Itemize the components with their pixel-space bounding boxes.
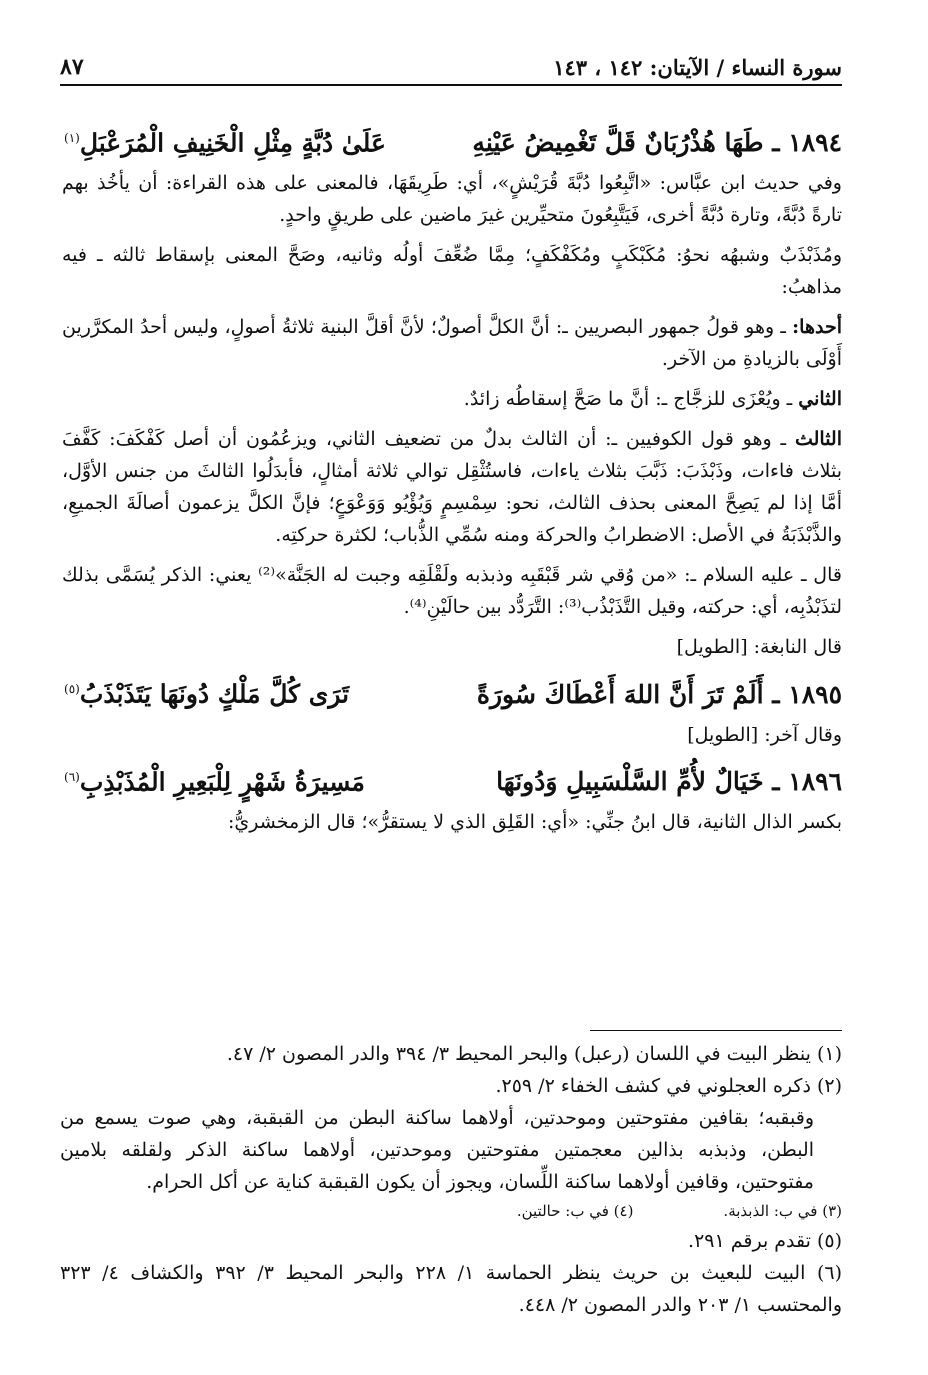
paragraph xyxy=(62,383,842,415)
paragraph-label: الثالث xyxy=(794,428,842,451)
footnote-row xyxy=(60,1198,842,1225)
verse-hemistich-second xyxy=(62,669,349,714)
footnote: (٥) تقدم برقم ٢٩١. xyxy=(688,1230,842,1252)
page-body xyxy=(62,112,842,846)
verse-1894 xyxy=(62,118,842,163)
paragraph-text: ـ وهو قول الكوفيين ـ: أن الثالث بدلٌ من تضعيف الثاني، ويزعُمُون أن أصل كَفْكَفَ: كَفَّفَ بثلاث فاءات، وذَبْذَبَ: ذَبَّبَ بثلاث ياءات، فاستُثْقِل توالي ثلاثة أمثالٍ، فأبدَلُوا الثالثَ من جنس الأوَّل، أمَّا إذا لم يَصِحَّ المعنى بحذف الثالث، نحو: سِمْسِمٍ وَيُؤْيُو وَوَعْوَعٍ؛ فإنَّ الكلَّ يزعمون أصالَةَ الجميعِ، والذَّبْذَبَةُ في الأصل: الاضطرابُ والحركة ومنه سُمِّي الذُّباب؛ لكثرة حركتِه. xyxy=(62,428,842,547)
verse-hemistich-first xyxy=(472,123,842,163)
meter-line: وقال آخر: [الطويل] xyxy=(687,723,842,746)
paragraph: بكسر الذال الثانية، قال ابنُ جنِّي: «أي: القَلِق الذي لا يستقرُّ»؛ قال الزمخشريُّ: xyxy=(227,810,842,833)
page-number: ٨٧ xyxy=(60,54,84,80)
verse-text: أَلَمْ تَرَ أَنَّ اللهَ أَعْطَاكَ سُورَةً xyxy=(476,679,764,709)
footnote-continuation: وقبقبه؛ بقافين مفتوحتين وموحدتين، أولاهما ساكنة البطن من القبقبة، وهي صوت يسمع من البطن، وذبذبه بذالين معجمتين مفتوحتين وموحدتين، أولاهما ساكنة الذكر ولقلقه بلامين مفتوحتين، وقافين أولاهما ساكنة اللِّسان، ويجوز أن يكون القبقبة كناية عن أكل الحرام. xyxy=(60,1107,814,1193)
paragraph-text: ـ ويُعْزَى للزجَّاج ـ: أنَّ ما صَحَّ إسقاطُه زائدٌ. xyxy=(463,388,799,411)
verse-hemistich-second xyxy=(62,757,365,802)
verse-number: ١٨٩٥ ـ xyxy=(772,679,842,709)
verse-hemistich-first xyxy=(477,675,842,715)
paragraph: ومُذَبْذَبٌ وشبهُه نحوُ: مُكَبْكَبٍ ومُكَفْكَفٍ؛ مِمَّا ضُعِّفَ أولُه وثانيه، وصَحَّ المعنى بإسقاط ثالثه ـ فيه مذاهبُ: xyxy=(62,244,842,299)
footnote-divider xyxy=(590,1030,842,1031)
verse-text: عَلَىٰ دُبَّةٍ مِثْلِ الْخَنِيفِ الْمُرَعْبَلِ xyxy=(79,128,386,158)
footnote: (٣) في ب: الذبذبة. xyxy=(723,1202,842,1220)
footnotes xyxy=(60,1038,842,1321)
running-title: سورة النساء / الآيتان: ١٤٢ ، ١٤٣ xyxy=(553,54,842,80)
verse-1895 xyxy=(62,669,842,714)
verse-number: ١٨٩٦ ـ xyxy=(772,766,842,796)
footnote: (١) ينظر البيت في اللسان (رعبل) والبحر المحيط ٣/ ٣٩٤ والدر المصون ٢/ ٤٧. xyxy=(226,1043,842,1065)
footnote: (٤) في ب: حالتين. xyxy=(516,1202,634,1220)
paragraph-label: الثاني xyxy=(798,388,842,411)
verse-hemistich-first xyxy=(496,762,842,802)
footnote-ref: (١) xyxy=(64,131,80,145)
page-header xyxy=(60,50,842,86)
paragraph-text: ـ وهو قولُ جمهور البصريين ـ: أنَّ الكلَّ أصولٌ؛ لأنَّ أقلَّ البنية ثلاثةُ أصولٍ، وليس أحدُ المكرَّرين أَوْلَى بالزيادةِ من الآخر. xyxy=(62,316,842,371)
meter-line: قال النابغة: [الطويل] xyxy=(676,636,842,659)
paragraph xyxy=(62,311,842,375)
footnote: (٢) ذكره العجلوني في كشف الخفاء ٢/ ٢٥٩. xyxy=(495,1075,842,1097)
footnote: (٦) البيت للبعيث بن حريث ينظر الحماسة ١/ ٢٢٨ والبحر المحيط ٣/ ٣٩٢ والكشاف ٤/ ٣٢٣ والمحتسب ١/ ٢٠٣ والدر المصون ٢/ ٤٤٨. xyxy=(60,1262,842,1316)
verse-1896 xyxy=(62,757,842,802)
paragraph: قال ـ عليه السلام ـ: «من وُقي شر قَبْقَبِه وذبذبه ولَقْلَقِه وجبت له الجَنَّة»⁽²⁾ يعني: الذكر يُسَمَّى بذلك لتذَبْذُبِه، أي: حركته، وقيل التَّذَبْذُب⁽³⁾: التَّرَدُّد بين حالَيْنِ⁽⁴⁾. xyxy=(62,564,842,619)
verse-text: تَرَى كُلَّ مَلْكٍ دُونَهَا يَتَذَبْذَبُ xyxy=(79,679,350,709)
verse-text: طَهَا هُذْرُبَانٌ قَلَّ تَغْمِيضُ عَيْنِهِ xyxy=(472,128,764,158)
paragraph: وفي حديث ابن عبَّاس: «اتَّبِعُوا دُبَّةَ قُرَيْشٍ»، أي: طَرِيقَهَا، فالمعنى على هذه القراءة: أن يأخُذ بهم تارةً دُبَّةً، وتارة دُبَّةً أخرى، فَيَتَّبِعُونَ متحيِّرين غيرَ ماضين على طريقٍ واحدٍ. xyxy=(62,172,842,227)
paragraph-label: أحدها: xyxy=(792,316,842,339)
footnote-ref: (٦) xyxy=(64,769,80,784)
verse-text: مَسِيرَةُ شَهْرٍ لِلْبَعِيرِ الْمُذَبْذِبِ xyxy=(79,766,365,796)
verse-hemistich-second xyxy=(62,118,386,163)
paragraph xyxy=(62,423,842,551)
verse-text: خَيَالٌ لأُمِّ السَّلْسَبِيلِ وَدُونَهَا xyxy=(496,766,764,796)
verse-number: ١٨٩٤ ـ xyxy=(772,128,842,158)
footnote-ref: (٥) xyxy=(64,682,80,697)
